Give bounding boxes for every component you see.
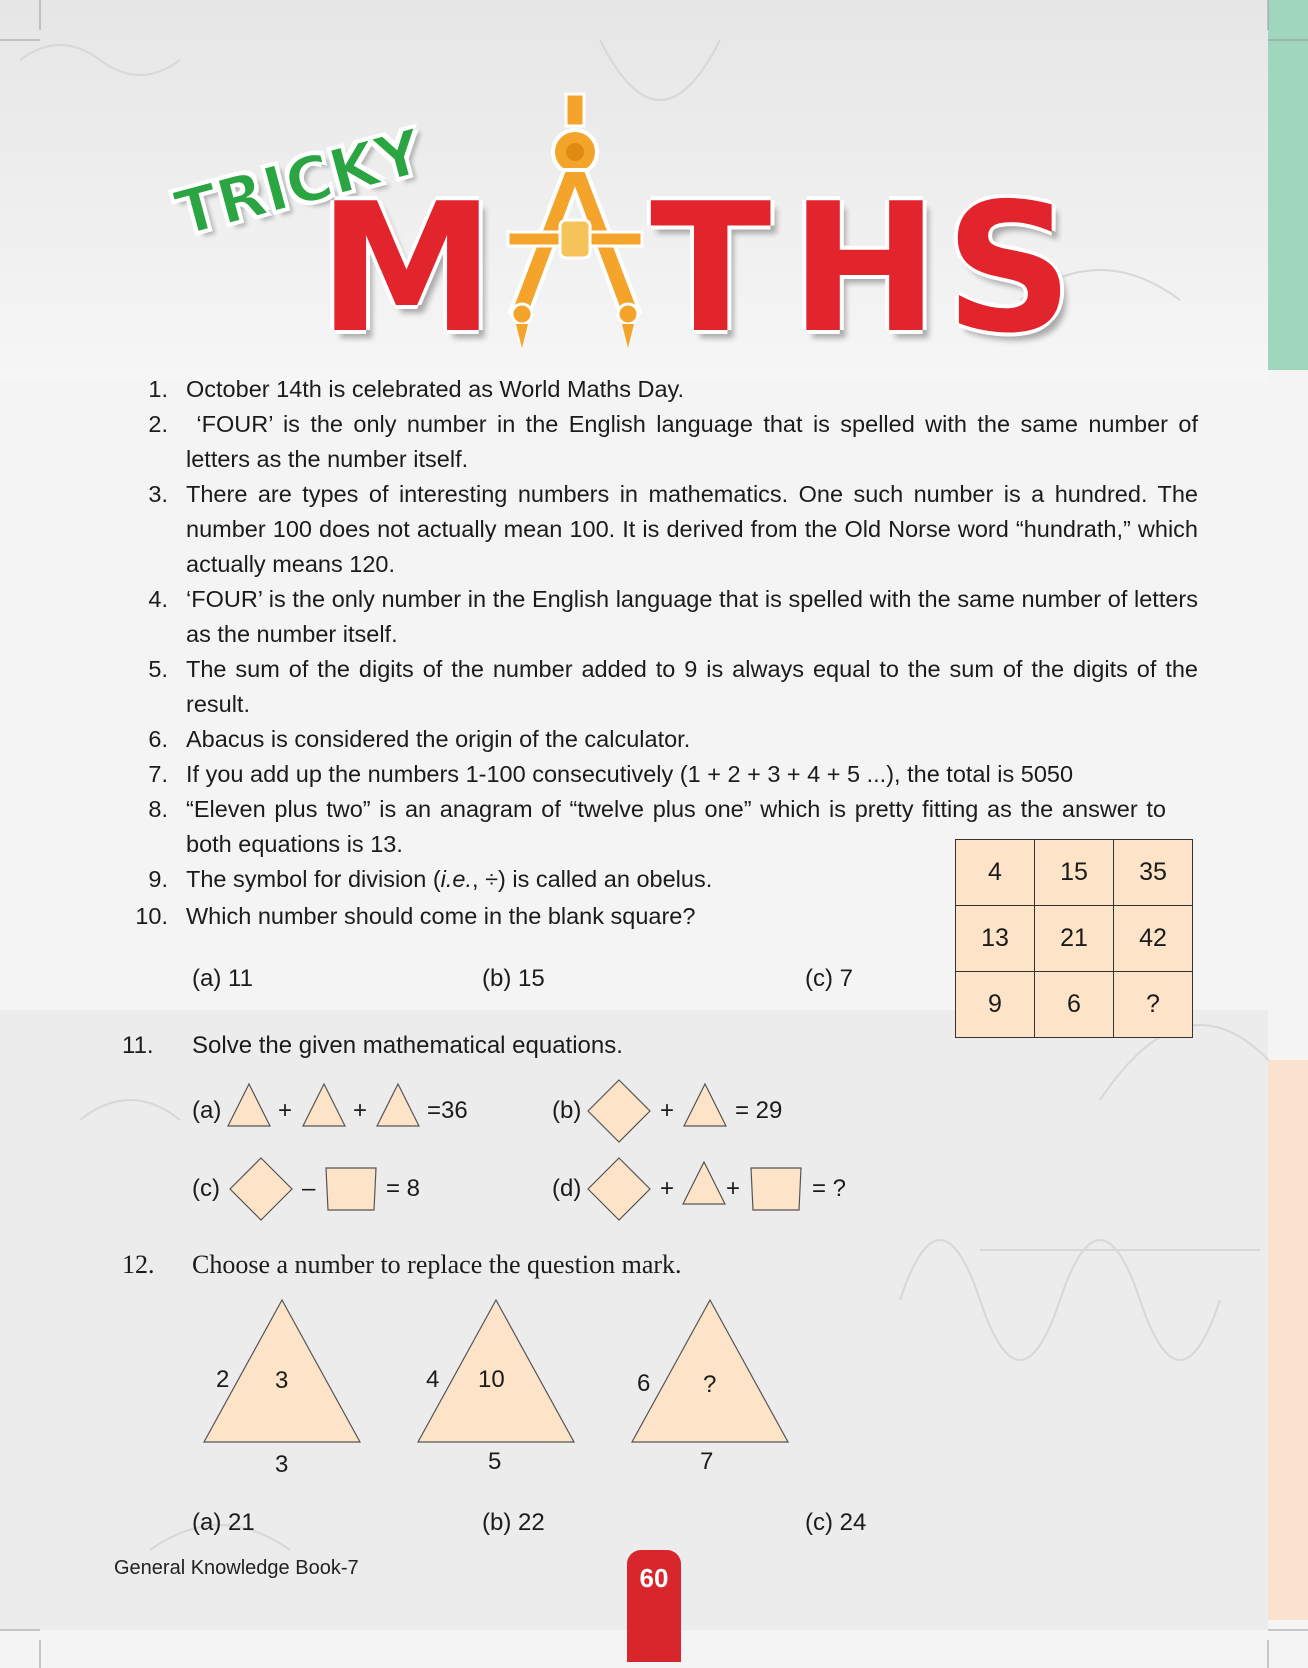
grid-cell: 21 (1035, 906, 1114, 972)
banner-letter-s: S (945, 165, 1074, 372)
triangle-2-bottom: 5 (488, 1448, 502, 1475)
list-item: 7. If you add up the numbers 1-100 consecutively (1 + 2 + 3 + 4 + 5 ...), the total is 5050 (148, 761, 1074, 787)
triangle-1-bottom: 3 (275, 1451, 289, 1478)
grid-cell: 15 (1035, 840, 1114, 906)
q11d-plus-2: + (726, 1175, 741, 1202)
book-title: General Knowledge Book-7 (114, 1557, 359, 1579)
list-item: 5. The sum of the digits of the number added to 9 is always equal to the sum of the digits of the result. (148, 656, 1198, 717)
triangle-3-bottom: 7 (700, 1448, 714, 1475)
triangle-1-left: 2 (216, 1366, 230, 1393)
square-shape (749, 1166, 803, 1212)
q11c-label: (c) (192, 1175, 220, 1202)
banner-letter-m: M (318, 165, 496, 372)
q11a-plus-2: + (353, 1097, 368, 1124)
list-item: 3. There are types of interesting numbers in mathematics. One such number is a hundred. The number 100 does not actually mean 100. It is derived from the Old Norse word “hundrath,” which actually means 120. (148, 481, 1198, 577)
diamond-shape (228, 1156, 294, 1222)
q11d-plus-1: + (660, 1175, 675, 1202)
grid-cell: 35 (1114, 840, 1193, 906)
q12-number: 12. (122, 1250, 155, 1279)
q11b-label: (b) (552, 1097, 582, 1124)
q12-option-b: (b) 22 (482, 1509, 545, 1536)
triangle-2-left: 4 (426, 1366, 440, 1393)
grid-cell: 9 (956, 972, 1035, 1038)
table-row (956, 906, 1193, 972)
q11d-label: (d) (552, 1175, 582, 1202)
banner-tricky-text: TRICKY (168, 114, 430, 251)
list-item: 4. ‘FOUR’ is the only number in the English language that is spelled with the same number of letters as the number itself. (148, 586, 1198, 647)
list-item-q9: 9. The symbol for division (i.e., ÷) is called an obelus. (148, 866, 713, 892)
compass-icon (500, 92, 650, 352)
q11b-result: = 29 (735, 1097, 783, 1124)
q12-option-c: (c) 24 (805, 1509, 867, 1536)
q11-number: 11. (122, 1032, 154, 1059)
banner-letter-t: T (650, 165, 772, 372)
table-row (956, 840, 1193, 906)
triangle-1-inner: 3 (275, 1367, 289, 1394)
q12-prompt: Choose a number to replace the question mark. (192, 1250, 682, 1279)
grid-cell: 6 (1035, 972, 1114, 1038)
list-item: 6. Abacus is considered the origin of the calculator. (148, 726, 691, 752)
triangle-shape (226, 1082, 272, 1128)
q11d-result: = ? (812, 1175, 847, 1202)
q11c-minus: – (302, 1175, 316, 1202)
triangle-shape (681, 1160, 727, 1206)
q10-option-c: (c) 7 (805, 965, 853, 992)
list-item-q10: 10. Which number should come in the blank square? (135, 903, 696, 929)
q11a-result: =36 (427, 1097, 468, 1124)
list-item: 2. ‘FOUR’ is the only number in the English language that is spelled with the same number of letters as the number itself. (148, 411, 1198, 472)
banner-letter-h: H (790, 165, 939, 372)
q10-option-a: (a) 11 (192, 965, 253, 992)
q11a-label: (a) (192, 1097, 222, 1124)
grid-cell: 42 (1114, 906, 1193, 972)
triangle-shape (682, 1082, 728, 1128)
triangle-shape (375, 1082, 421, 1128)
q11-prompt: Solve the given mathematical equations. (192, 1032, 623, 1059)
grid-cell: 13 (956, 906, 1035, 972)
list-item: 8. “Eleven plus two” is an anagram of “twelve plus one” which is pretty fitting as the answer to both equations is 13. (148, 796, 1166, 857)
diamond-shape (586, 1156, 652, 1222)
number-grid (955, 839, 1193, 1038)
diamond-shape (586, 1078, 652, 1144)
triangle-2-inner: 10 (478, 1366, 505, 1393)
triangle-3-inner: ? (703, 1371, 717, 1398)
q10-option-b: (b) 15 (482, 965, 545, 992)
list-item: 1. October 14th is celebrated as World Maths Day. (148, 376, 685, 402)
square-shape (324, 1166, 378, 1212)
table-row (956, 972, 1193, 1038)
q11c-result: = 8 (386, 1175, 421, 1202)
q11a-plus-1: + (278, 1097, 293, 1124)
triangle-3-left: 6 (637, 1370, 651, 1397)
q12-option-a: (a) 21 (192, 1509, 255, 1536)
grid-cell: 4 (956, 840, 1035, 906)
grid-cell: ? (1114, 972, 1193, 1038)
q11b-plus: + (660, 1097, 675, 1124)
page-number: 60 (627, 1550, 681, 1662)
triangle-shape (301, 1082, 347, 1128)
